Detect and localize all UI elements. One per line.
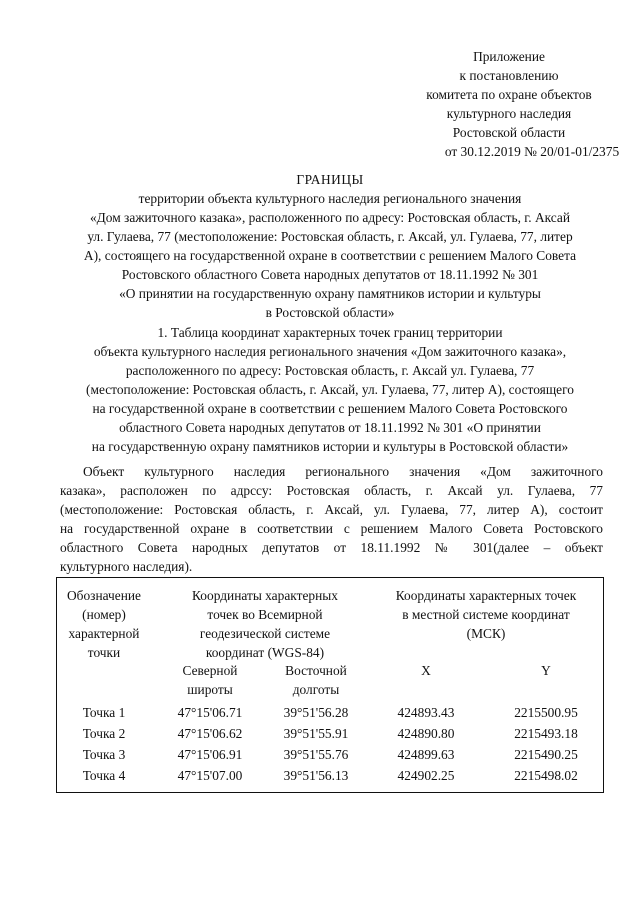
paragraph-line: культурного наследия).	[60, 559, 193, 574]
paragraph-line: казака», расположен по адрссу: Ростовская область, г. Аксай ул. Гулаева, 77	[60, 483, 603, 498]
caption-line: 1. Таблица координат характерных точек границ территории	[157, 325, 503, 340]
title-line: «Дом зажиточного казака», расположенного по адресу: Ростовская область, г. Аксай	[89, 210, 571, 225]
header-point-column	[56, 586, 152, 662]
document-title	[60, 170, 600, 322]
annex-line: комитета по охране объектов	[426, 87, 592, 102]
row-x: 424890.80	[397, 726, 455, 741]
table-caption	[56, 323, 604, 456]
title-line: «О принятии на государственную охрану памятников истории и культуры	[119, 286, 541, 301]
annex-line: культурного наследия	[446, 106, 572, 121]
header-wgs-column	[160, 586, 370, 662]
caption-line: (местоположение: Ростовская область, г. Аксай, ул. Гулаева, 77, литер А), состоящего	[86, 382, 574, 397]
header-line: характерной	[68, 626, 140, 641]
caption-line: объекта культурного наследия регионального значения «Дом зажиточного казака»,	[93, 344, 567, 359]
header-line: геодезической системе	[199, 626, 331, 641]
caption-line: на государственной охране в соответствии с решением Малого Совета Ростовского	[92, 401, 568, 416]
body-paragraph	[60, 462, 603, 576]
row-x: 424893.43	[397, 705, 455, 720]
annex-line: Приложение	[473, 49, 545, 64]
paragraph-line: (местоположение: Ростовская область, г. Аксай, ул. Гулаева, 77, литер А), состоит	[60, 502, 603, 517]
subheader-north-latitude	[160, 661, 260, 699]
row-point-name: Точка 2	[82, 726, 126, 741]
row-latitude: 47°15'06.71	[177, 705, 243, 720]
annex-header	[380, 47, 638, 161]
title-line: Ростовского областного Совета народных депутатов от 18.11.1992 № 301	[121, 267, 539, 282]
title-line: А), состоящего на государственной охране в соответствии с решением Малого Совета	[83, 248, 577, 263]
header-line: координат (WGS-84)	[205, 645, 325, 660]
caption-line: расположенного по адресу: Ростовская область, г. Аксай ул. Гулаева, 77	[125, 363, 535, 378]
row-y: 2215500.95	[514, 705, 578, 720]
subheader-line: долготы	[292, 682, 340, 697]
row-longitude: 39°51'55.76	[283, 747, 349, 762]
row-x: 424899.63	[397, 747, 455, 762]
subheader-line: Северной	[182, 663, 238, 678]
header-line: точки	[87, 645, 121, 660]
caption-line: на государственную охрану памятников истории и культуры в Ростовской области»	[91, 439, 569, 454]
row-longitude: 39°51'56.13	[283, 768, 349, 783]
paragraph-line: Объект культурного наследия регионального значения «Дом зажиточного	[83, 464, 603, 479]
paragraph-line: на государственной охране в соответствии с решением Малого Совета Ростовского	[60, 521, 603, 536]
caption-line: областного Совета народных депутатов от 18.11.1992 № 301 «О принятии	[119, 420, 541, 435]
row-point-name: Точка 1	[82, 705, 126, 720]
row-x: 424902.25	[397, 768, 455, 783]
row-latitude: 47°15'06.91	[177, 747, 243, 762]
subheader-east-longitude	[261, 661, 371, 699]
header-line: Координаты характерных точек	[395, 588, 577, 603]
header-line: в местной системе координат	[402, 607, 570, 622]
row-point-name: Точка 4	[82, 768, 126, 783]
header-line: Обозначение	[67, 588, 141, 603]
row-longitude: 39°51'55.91	[283, 726, 349, 741]
header-line: (МСК)	[466, 626, 506, 641]
row-latitude: 47°15'07.00	[177, 768, 243, 783]
row-y: 2215498.02	[514, 768, 578, 783]
title-line: в Ростовской области»	[265, 305, 395, 320]
title-line: территории объекта культурного наследия регионального значения	[138, 191, 522, 206]
header-line: Координаты характерных	[192, 588, 338, 603]
title-line: ул. Гулаева, 77 (местоположение: Ростовская область, г. Аксай, ул. Гулаева, 77, литер	[87, 229, 573, 244]
annex-line: к постановлению	[459, 68, 559, 83]
annex-line: Ростовской области	[452, 125, 566, 140]
subheader-x: X	[421, 663, 431, 678]
row-latitude: 47°15'06.62	[177, 726, 243, 741]
annex-date-line: от 30.12.2019 № 20/01-01/2375	[444, 144, 620, 159]
row-y: 2215493.18	[514, 726, 578, 741]
header-line: (номер)	[82, 607, 126, 622]
subheader-line: широты	[187, 682, 233, 697]
header-line: точек во Всемирной	[207, 607, 323, 622]
header-msk-column	[368, 586, 604, 643]
row-point-name: Точка 3	[82, 747, 126, 762]
subheader-line: Восточной	[285, 663, 347, 678]
paragraph-line: областного Совета народных депутатов от 18.11.1992 № 301(далее – объект	[60, 540, 603, 555]
subheader-y: Y	[541, 663, 551, 678]
row-longitude: 39°51'56.28	[283, 705, 349, 720]
title-heading: ГРАНИЦЫ	[296, 172, 364, 187]
coordinates-table	[56, 577, 604, 793]
row-y: 2215490.25	[514, 747, 578, 762]
